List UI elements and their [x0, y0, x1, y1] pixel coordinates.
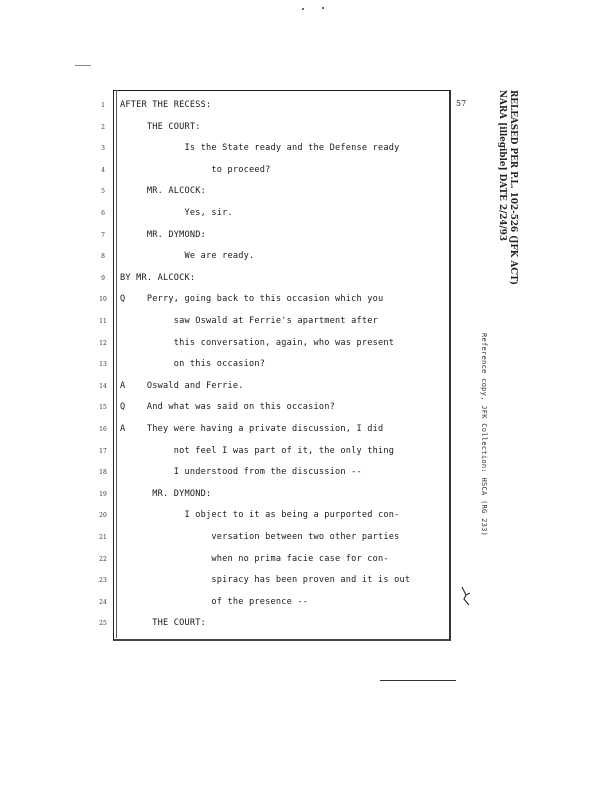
release-stamp — [496, 90, 518, 285]
line-number: 22 — [99, 555, 107, 563]
line-number: 25 — [99, 620, 107, 628]
transcript-line: I understood from the discussion -- — [120, 467, 362, 478]
line-number: 2 — [101, 123, 105, 131]
transcript-line: Yes, sir. — [120, 208, 233, 218]
transcript-line: versation between two other parties — [120, 532, 400, 542]
line-number: 24 — [99, 598, 107, 606]
line-number: 21 — [99, 534, 107, 541]
line-number: 3 — [101, 145, 105, 153]
transcript-line: A They were having a private discussion, I did — [120, 424, 384, 434]
line-number: 13 — [99, 361, 107, 369]
transcript-line: Is the State ready and the Defense ready — [120, 143, 400, 154]
transcript-line: not feel I was part of it, the only thing — [120, 445, 395, 456]
transcript-line: THE COURT: — [120, 121, 201, 132]
line-number: 15 — [99, 404, 107, 412]
release-stamp-line-2: NARA [illegible] DATE 2/24/93 — [497, 90, 507, 241]
line-number: 6 — [101, 210, 105, 217]
transcript-line: We are ready. — [120, 251, 255, 262]
transcript-line: saw Oswald at Ferrie's apartment after — [120, 316, 378, 326]
scan-speck — [322, 7, 324, 9]
line-number: 11 — [99, 318, 107, 325]
line-number: 12 — [99, 339, 107, 347]
transcript-line: Q And what was said on this occasion? — [120, 402, 335, 413]
page-bottom-rule — [380, 680, 456, 681]
line-number: 7 — [101, 231, 105, 239]
release-stamp-line-1: RELEASED PER P.L. 102-526 (JFK ACT) — [508, 90, 518, 285]
line-number: 18 — [99, 469, 107, 477]
line-number: 17 — [99, 447, 107, 455]
transcript-line: on this occasion? — [120, 359, 266, 370]
transcript-line: MR. DYMOND: — [120, 229, 206, 240]
transcript-line: AFTER THE RECESS: — [120, 100, 212, 110]
scan-mark — [75, 65, 91, 66]
line-number: 23 — [99, 577, 107, 585]
transcript-line: this conversation, again, who was present — [120, 337, 395, 348]
margin-rule — [116, 90, 117, 638]
line-number: 4 — [101, 166, 105, 174]
reference-note: Reference copy, JFK Collection: HSCA (RG 233) — [480, 333, 488, 537]
line-number: 16 — [99, 426, 107, 433]
line-number: 9 — [101, 274, 105, 282]
transcript-line: spiracy has been proven and it is out — [120, 575, 411, 586]
handwritten-mark — [460, 585, 472, 607]
line-number: 5 — [101, 188, 105, 196]
transcript-line: THE COURT: — [120, 618, 206, 629]
line-number: 20 — [99, 512, 107, 520]
page-number: 57 — [456, 99, 467, 108]
line-number: 1 — [101, 102, 105, 109]
line-number: 14 — [99, 382, 107, 390]
scan-speck — [302, 8, 304, 10]
transcript-line: when no prima facie case for con- — [120, 553, 389, 564]
transcript-line: BY MR. ALCOCK: — [120, 272, 196, 283]
transcript-line: Q Perry, going back to this occasion which you — [120, 294, 384, 305]
line-number: 19 — [99, 490, 107, 498]
transcript-line: A Oswald and Ferrie. — [120, 380, 244, 391]
transcript-line: MR. ALCOCK: — [120, 186, 206, 197]
transcript-line: I object to it as being a purported con- — [120, 510, 400, 521]
transcript-line: MR. DYMOND: — [120, 488, 212, 499]
line-number: 10 — [99, 296, 107, 304]
transcript-line: to proceed? — [120, 164, 271, 175]
line-number: 8 — [101, 253, 105, 261]
transcript-line: of the presence -- — [120, 596, 309, 607]
